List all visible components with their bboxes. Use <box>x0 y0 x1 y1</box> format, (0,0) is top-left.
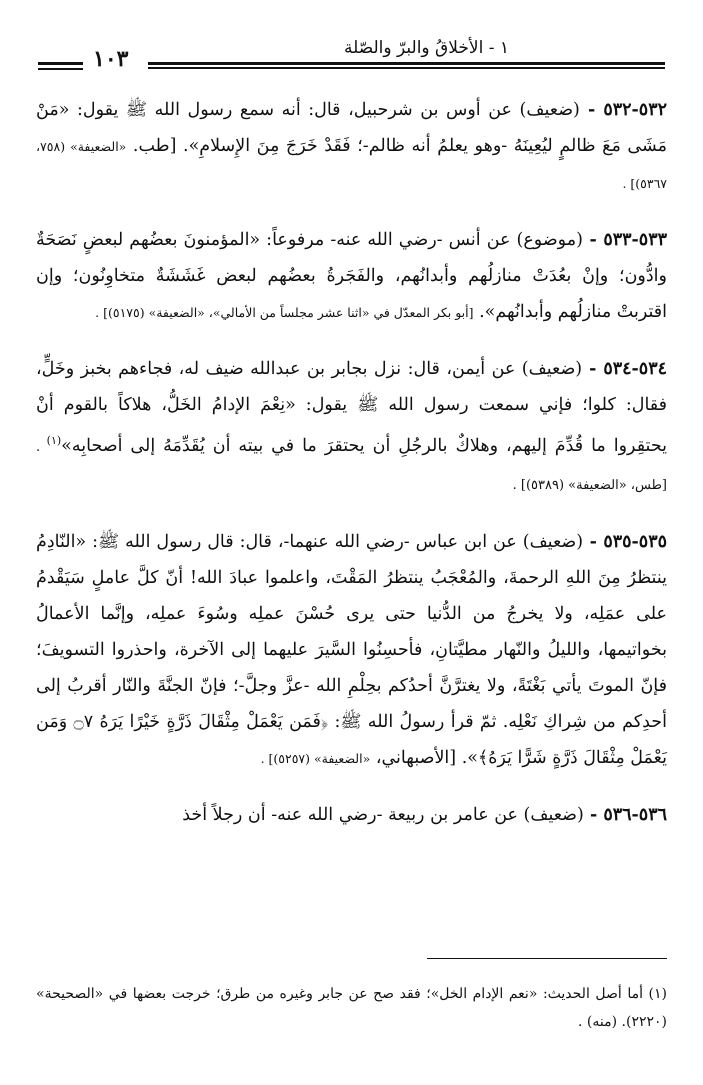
entry-number: ٥٣٥-٥٣٥ - <box>583 531 667 552</box>
entry-text: (ضعيف) عن أوس بن شرحبيل، قال: أنه سمع رسول الله ﷺ يقول: «مَنْ مَشَى مَعَ ظالمٍ ليُعِينَهُ -وهو يعلمُ أنه ظالم-؛ فَقَدْ خَرَجَ مِنَ الإِسلامِ». [طب. <box>36 100 667 156</box>
hadith-entry-535 <box>36 524 667 777</box>
entry-text: (ضعيف) عن عامر بن ربيعة -رضي الله عنه- أن رجلاً أخذ <box>182 804 584 825</box>
entry-source: . [طس، «الضعيفة» (٥٣٨٩)] . <box>36 439 667 493</box>
entry-number: ٥٣٤-٥٣٤ - <box>582 359 667 379</box>
entry-number: ٥٣٦-٥٣٦ - <box>583 804 667 825</box>
running-header <box>38 38 665 74</box>
hadith-entry-532 <box>36 92 667 202</box>
entry-text: (موضوع) عن أنس -رضي الله عنه- مرفوعاً: «المؤمنونَ بعضُهم لبعضٍ نَصَحَةٌ وادُّون؛ وإنْ بعُدَتْ منازلُهم وأبدانُهم، والفَجَرةُ بعضُهم لبعض غَشَشَةٌ متخاوِنُون؛ وإن اقتربتْ منازلُهم وأبدانُهم». <box>36 230 667 322</box>
chapter-title: ١ - الأخلاقُ والبرّ والصّلة <box>344 38 509 58</box>
footnote-divider <box>427 958 667 959</box>
entry-source: «الضعيفة» (٧٥٨، ٥٣٦٧)] . <box>36 139 667 191</box>
hadith-entry-536 <box>36 797 667 833</box>
entry-source: [أبو بكر المعدّل في «اثنا عشر مجلساً من الأمالي»، «الضعيفة» (٥١٧٥)] . <box>95 305 474 320</box>
footnote-ref: (١) <box>46 434 62 447</box>
hadith-entry-533 <box>36 222 667 331</box>
entry-text: (ضعيف) عن ابن عباس -رضي الله عنهما-، قال: قال رسول الله ﷺ: «النّادِمُ ينتظرُ مِنَ اللهِ الرحمةَ، والمُعْجَبُ ينتظرُ المَقْتَ، واعلموا عبادَ الله! أنّ كلَّ عاملٍ سَيَقْدمُ على عمَلِه، ولا يخرجُ من الدُّنيا حتى يرى حُسْنَ عملِه وسُوءَ عملِه، وإنَّما الأعمالُ بخواتيمها، والليلُ والنّهار مطيَّتانِ، فأحسِنُوا السَّيرَ عليهما إلى الآخرة، واحذروا التسويفَ؛ فإنّ الموتَ يأتي بَغْتَةً، ولا يغترَّنَّ أحدُكم بحِلْمِ الله -عزَّ وجلَّ-؛ فإنّ الجنَّةَ والنّار أقربُ إلى أحدِكم من شِراكِ نَعْلِه. ثمّ قرأ رسولُ الله ﷺ: ﴿فَمَن يَعْمَلْ مِثْقَالَ ذَرَّةٍ خَيْرًا يَرَهُ ۝٧ وَمَن يَعْمَلْ مِثْقَالَ ذَرَّةٍ شَرًّا يَرَهُ﴾». [الأصبهاني، <box>36 531 667 768</box>
entry-number: ٥٣٣-٥٣٣ - <box>582 230 667 250</box>
header-rule <box>148 62 665 65</box>
entry-text: (ضعيف) عن أيمن، قال: نزل بجابر بن عبدالله ضيف له، فجاءهم بخبز وخَلٍّ، فقال: كلوا؛ فإني سمعت رسول الله ﷺ يقول: «نِعْمَ الإدامُ الخَلُّ، هلاكاً بالقوم أنْ يحتقِروا ما قُدِّمَ إليهم، وهلاكٌ بالرجُلِ أن يحتقرَ ما في بيته أن يُقَدِّمَهُ إلى أصحابِه» <box>36 359 668 456</box>
page-number: ١٠٣ <box>93 46 129 72</box>
entry-source: «الضعيفة» (٥٢٥٧)] . <box>260 750 371 766</box>
header-rule-left <box>38 62 83 65</box>
entry-number: ٥٣٢-٥٣٢ - <box>579 100 667 120</box>
main-text <box>36 92 667 853</box>
footnote: (١) أما أصل الحديث: «نعم الإدام الخل»؛ فقد صح عن جابر وغيره من طرق؛ خرجت بعضها في «الصحيحة» (٢٢٢٠). (منه) . <box>36 986 667 1030</box>
hadith-entry-534 <box>36 351 667 504</box>
